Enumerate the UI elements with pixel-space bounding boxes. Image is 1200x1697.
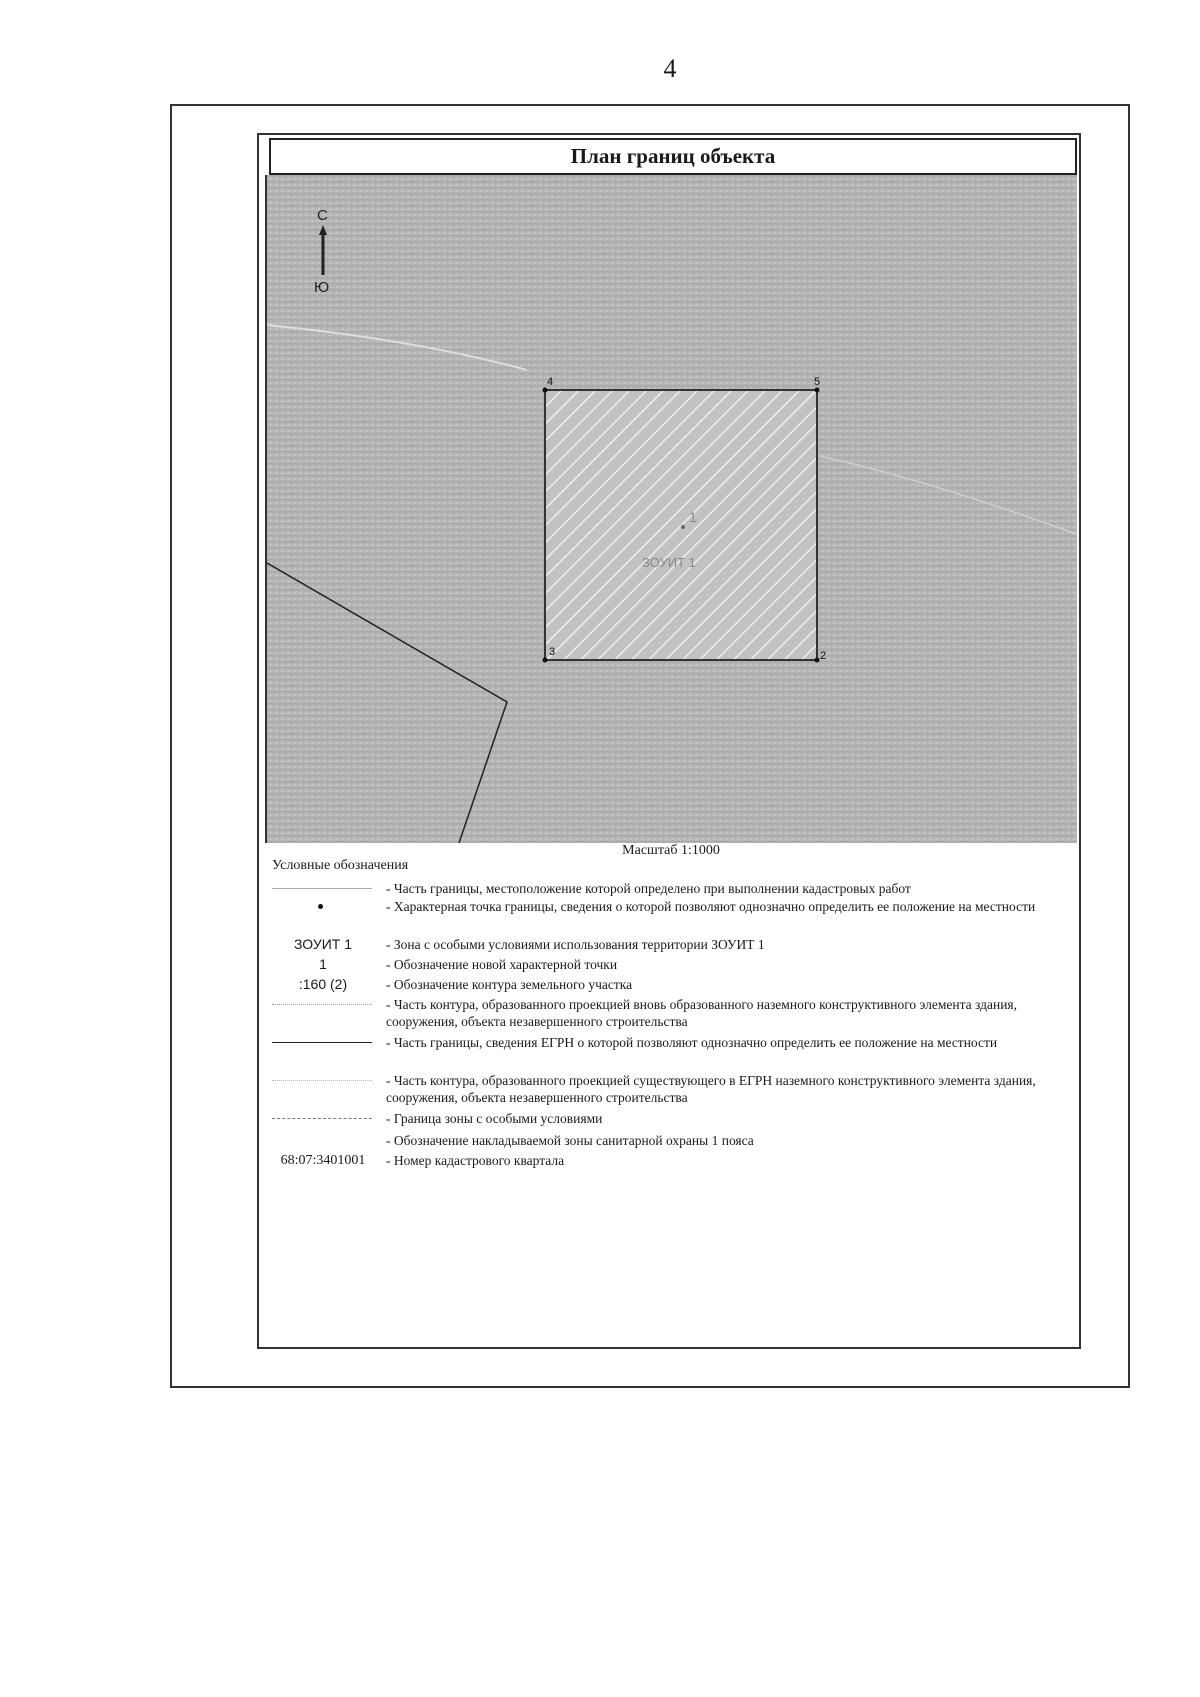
boundary-point <box>543 388 548 393</box>
plan-title: План границ объекта <box>269 138 1077 175</box>
page-number: 4 <box>663 54 677 83</box>
point-label-5: 5 <box>814 376 821 388</box>
object-parcel <box>545 390 817 660</box>
legend-text: - Часть контура, образованного проекцией вновь образованного наземного конструктивного элемента здания, сооружения, объекта незавершенного строительства <box>386 997 1018 1029</box>
legend-text: - Обозначение контура земельного участка <box>386 977 633 992</box>
map-drawing <box>267 175 1077 843</box>
compass-north: С <box>317 207 328 224</box>
legend-symbol-line <box>272 1080 372 1081</box>
compass-south: Ю <box>314 279 330 296</box>
legend-symbol: :160 (2) <box>298 976 348 992</box>
legend-text: - Часть контура, образованного проекцией существующего в ЕГРН наземного конструктивного элемента здания, сооружения, объекта незавершенного строительства <box>386 1073 1036 1105</box>
point-label-3: 3 <box>549 646 556 658</box>
legend-symbol: 1 <box>319 956 327 972</box>
arrow-icon <box>315 225 331 277</box>
zone-label: ЗОУИТ 1 <box>642 555 696 570</box>
point-label-2: 2 <box>820 650 827 662</box>
contour-number: 1 <box>689 509 697 525</box>
point-label-4: 4 <box>547 376 554 388</box>
legend-text: - Граница зоны с особыми условиями <box>386 1111 603 1126</box>
boundary-point <box>815 658 820 663</box>
legend-symbol: 68:07:3401001 <box>280 1153 366 1168</box>
legend-symbol-line <box>272 888 372 889</box>
legend-symbol-line <box>272 1004 372 1005</box>
boundary-point <box>815 388 820 393</box>
scale-label: Масштаб 1:1000 <box>622 843 720 858</box>
north-arrow <box>310 207 340 297</box>
legend-symbol: ЗОУИТ 1 <box>293 936 353 952</box>
legend-symbol-line <box>272 1118 372 1119</box>
legend-text: - Обозначение накладываемой зоны санитарной охраны 1 пояса <box>386 1133 754 1148</box>
legend-symbol-dot <box>318 904 323 909</box>
legend-symbol-line <box>272 1042 372 1043</box>
legend-text: - Номер кадастрового квартала <box>386 1153 565 1168</box>
legend-text: - Часть границы, сведения ЕГРН о которой позволяют однозначно определить ее положение на местности <box>386 1035 998 1050</box>
legend-title: Условные обозначения <box>272 858 409 873</box>
boundary-point <box>543 658 548 663</box>
contour-center-point <box>681 525 685 529</box>
map-area <box>265 175 1077 843</box>
legend-text: - Часть границы, местоположение которой определено при выполнении кадастровых работ <box>386 881 911 896</box>
legend-text: - Характерная точка границы, сведения о которой позволяют однозначно определить ее положение на местности <box>386 899 1036 914</box>
legend-text: - Обозначение новой характерной точки <box>386 957 618 972</box>
legend-text: - Зона с особыми условиями использования территории ЗОУИТ 1 <box>386 937 765 952</box>
